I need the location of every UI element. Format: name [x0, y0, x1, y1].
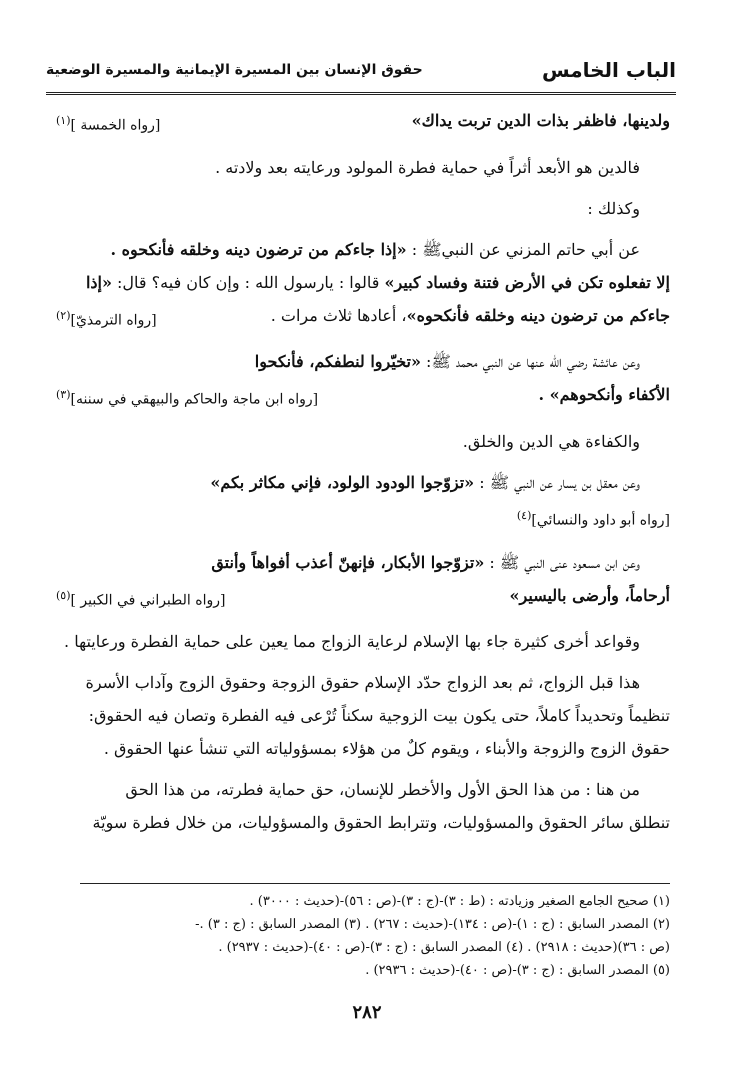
- paragraph-4: [56, 233, 670, 338]
- narration: وعن معقل بن يسار عن النبي ﷺ :: [474, 472, 640, 492]
- footnote-marker: (٤): [516, 508, 532, 522]
- paragraph-3: وكذلك :: [587, 198, 640, 218]
- footnote-divider: [80, 883, 670, 884]
- paragraph-8: [56, 546, 670, 618]
- paragraph-7: [56, 466, 670, 538]
- footnote-marker: (٥): [56, 588, 71, 602]
- citation: [56, 499, 670, 538]
- citation: [56, 579, 225, 618]
- text-line: حقوق الزوج والزوجة والأبناء ، ويقوم كلٌ من هؤلاء بمسؤولياته التي تنشأ عنها الحقوق .: [103, 739, 670, 759]
- citation-text: [رواه الطبراني في الكبير ]: [70, 592, 226, 609]
- page-number: ٢٨٢: [352, 1002, 382, 1023]
- footnotes: [64, 890, 670, 982]
- hadith-text: أرحاماً، وأرضى باليسير»: [509, 585, 670, 605]
- text-line: تنظيماً وتحديداً كاملاً، حتى يكون بيت الزوجية سكناً تُرْعى فيه الفطرة وتصان فيه الحقوق:: [88, 706, 670, 726]
- paragraph-1: [56, 104, 670, 143]
- running-header: [46, 52, 676, 95]
- text-line: تنطلق سائر الحقوق والمسؤوليات، وتترابط الحقوق والمسؤوليات، من خلال فطرة سويّة: [92, 813, 670, 833]
- narration: ، أعادها ثلاث مرات .: [270, 305, 407, 325]
- footnote-line: (٢) المصدر السابق : (ج : ١)-(ص : ١٣٤)-(حديث : ٢٦٧) . (٣) المصدر السابق : (ج : ٣) .-: [195, 917, 670, 932]
- paragraph-10: [56, 666, 670, 765]
- hadith-text: «تخيّروا لنطفكم، فأنكحوا: [254, 352, 421, 372]
- footnote-marker: (٢): [56, 308, 71, 322]
- citation: [56, 104, 160, 143]
- text-line: [56, 466, 670, 499]
- text-segment: [271, 299, 670, 338]
- footnote-line: (٥) المصدر السابق : (ج : ٣)-(ص : ٤٠)-(حديث : ٢٩٣٦) .: [365, 963, 670, 978]
- text-line: [56, 579, 670, 618]
- chapter-title: الباب الخامس: [541, 58, 676, 82]
- footnote-marker: (٣): [56, 388, 71, 402]
- text-line: [56, 299, 670, 338]
- text-line: من هنا : من هذا الحق الأول والأخطر للإنسان، حق حماية فطرته، من هذا الحق: [125, 780, 640, 800]
- main-text: [56, 104, 670, 847]
- hadith-text: «تزوّجوا الأبكار، فإنهنّ أعذب أفواهاً وأنتق: [211, 552, 485, 572]
- paragraph-6: والكفاءة هي الدين والخلق.: [462, 431, 640, 451]
- footnote-marker: (١): [56, 114, 71, 127]
- citation-text: [رواه الخمسة ]: [70, 117, 161, 134]
- citation-text: [رواه أبو داود والنسائي]: [531, 512, 670, 529]
- narration: وعن عائشة رضي الله عنها عن النبي محمد ﷺ:: [420, 352, 640, 372]
- text-line: [56, 233, 670, 266]
- hadith-text: إلا تفعلوه تكن في الأرض فتنة وفساد كبير»: [384, 272, 670, 292]
- hadith-text: جاءكم من ترضون دينه وخلقه فأنكحوه»: [406, 305, 670, 325]
- paragraph-11: [56, 773, 670, 839]
- text-line: هذا قبل الزواج، ثم بعد الزواج حدّد الإسلام حقوق الزوجة وحقوق الزوج وآداب الأسرة: [85, 673, 640, 693]
- hadith-text: «تزوّجوا الودود الولود، فإني مكاثر بكم»: [210, 472, 475, 492]
- text-line: [56, 266, 670, 299]
- footnote-line: (ص : ٣٦)(حديث : ٢٩١٨) . (٤) المصدر السابق : (ج : ٣)-(ص : ٤٠)-(حديث : ٢٩٣٧) .: [218, 940, 670, 955]
- text-line: [56, 378, 670, 417]
- citation: [56, 299, 157, 338]
- text-line: [56, 546, 670, 579]
- text-line: [56, 345, 670, 378]
- hadith-text: «إذا جاءكم من ترضون دينه وخلقه فأنكحوه .: [110, 239, 407, 259]
- paragraph-5: [56, 345, 670, 417]
- hadith-text: ولدينها، فاظفر بذات الدين تربت يداك»: [411, 111, 670, 130]
- citation-text: [رواه ابن ماجة والحاكم والبيهقي في سننه]: [70, 391, 319, 408]
- citation-text: [رواه الترمذيّ]: [70, 312, 157, 329]
- footnote-line: (١) صحيح الجامع الصغير وزيادته : (ط : ٣)-(ج : ٣)-(ص : ٥٦)-(حديث : ٣٠٠٠) .: [249, 894, 670, 909]
- hadith-text: «إذا: [85, 272, 112, 292]
- narration: قالوا : يارسول الله : وإن كان فيه؟ قال:: [111, 272, 385, 292]
- narration: عن أبي حاتم المزني عن النبيﷺ :: [406, 239, 640, 259]
- narration: وعن ابن مسعود عنى النبي ﷺ :: [484, 552, 640, 572]
- hadith-text: الأكفاء وأنكحوهم» .: [538, 385, 670, 405]
- citation: [56, 378, 318, 417]
- paragraph-2: فالدين هو الأبعد أثراً في حماية فطرة المولود ورعايته بعد ولادته .: [215, 157, 640, 177]
- book-title: حقوق الإنسان بين المسيرة الإيمانية والمسيرة الوضعية: [46, 62, 423, 78]
- paragraph-9: وقواعد أخرى كثيرة جاء بها الإسلام لرعاية الزواج مما يعين على حماية الفطرة ورعايتها .: [64, 632, 640, 652]
